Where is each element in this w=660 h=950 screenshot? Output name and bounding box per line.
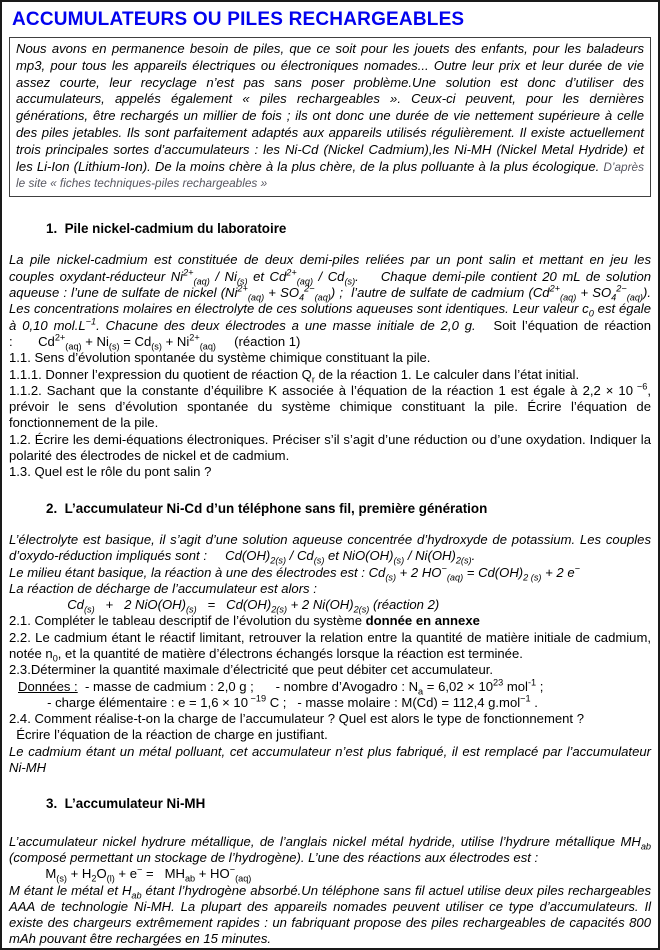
data-list: Données : - masse de cadmium : 2,0 g ; - nombre d’Avogadro : $N_a = 6,02 \times 10^{23}$ mol$^{-1}$ ; - charge élémentaire : e = 1,6 × 10 $^{-19}$ C ; - masse molaire : M(Cd) = 112,4 g.mol$^{-1}$ . — [18, 677, 544, 710]
document-body — [9, 221, 651, 948]
question-1-3: 1.3. Quel est le rôle du pont salin ? — [9, 464, 212, 480]
section-3-intro: L’accumulateur nickel hydrure métallique, de l’anglais nickel métal hydride, utilise l’hydrure métallique $MH_{ab}$ (composé permettant un stockage de l’hydrogène). L’une des réactions aux électrodes est : $M_{(s)} + H_2O_{(l)} + e^- = MH_{ab} + HO^-_{(aq)}$ M étant le métal et $H_{ab}$ étant l’hydrogène absorbé.Un téléphone sans fil actuel utilise deux piles rechargeables AAA de technologie Ni-MH. La plupart des appareils nomades peuvent utiliser ce type d’accumulateurs. Il existe des chargeurs extrêmement rapides : un fabriquant propose des piles rechargeables de capacités 800 mAh pouvant être rechargées en 15 minutes. — [9, 833, 651, 947]
question-1-1-2: 1.1.2. Sachant que la constante d’équilibre K associée à l’équation de la réaction 1 est égale à 2,2 × 10 $^{-6}$, prévoir le sens d’évolution spontanée du système chimique constituant la pile. Écrire l’équation de fonctionnement de la pile. — [9, 381, 651, 431]
section-2-outro: Le cadmium étant un métal polluant, cet accumulateur n’est plus fabriqué, il est remplacé par l’accumulateur Ni-MH — [9, 743, 651, 776]
section-2-heading: 2. L’accumulateur Ni-Cd d’un téléphone sans fil, première génération — [46, 500, 488, 516]
section-3-heading: 3. L’accumulateur Ni-MH — [46, 796, 206, 812]
question-1-1: 1.1. Sens d’évolution spontanée du système chimique constituant la pile. — [9, 350, 431, 366]
page-title: ACCUMULATEURS OU PILES RECHARGEABLES — [12, 9, 465, 30]
question-2-3: 2.3.Déterminer la quantité maximale d’électricité que peut débiter cet accumulateur. — [9, 662, 493, 678]
intro-text: Nous avons en permanence besoin de piles, que ce soit pour les jouets des enfants, pour les baladeurs mp3, pour tous les appareils électriques ou électroniques nomades... Outre leur prix et leur durée de vie assez courte, leur recyclage n’est pas sans poser problème.Une solution est donc d’utiliser des accumulateurs, appelés également « piles rechargeables ». Ceux-ci peuvent, pour les dernières générations, être rechargés un millier de fois ; ils ont donc une durée de vie nettement supérieure à celle des piles jetables. Ils sont parfaitement adaptés aux appareils utilisés régulièrement. Il existe actuellement trois principales sortes d’accumulateurs : les Ni-Cd (Nickel Cadmium),les Ni-MH (Nickel Metal Hydride) et les Li-Ion (Lithium-Ion). De la moins chère à la plus chère, de la plus polluante à la plus écologique. D’après le site « fiches techniques-piles rechargeables » — [16, 41, 644, 191]
section-2-intro: L’électrolyte est basique, il s’agit d’une solution aqueuse concentrée d’hydroxyde de potassium. Les couples d’oxydo-réduction impliqués sont : $Cd(OH)_{2(s)} / Cd_{(s)}$ et $NiO(OH)_{(s)} / Ni(OH)_{2(s)}$. Le milieu étant basique, la réaction à une des électrodes est : $Cd_{(s)} + 2$ $HO^-_{(aq)} = Cd(OH)_{2 (s)} + 2$ e− La réaction de décharge de l’accumulateur est alors : $Cd_{(s)} + 2$ $NiO(OH)_{(s)} = Cd(OH)_{2(s)} + 2$ $Ni(OH)_{2(s)}$ (réaction 2) — [9, 531, 651, 615]
question-2-2: 2.2. Le cadmium étant le réactif limitant, retrouver la relation entre la quantité de matière initiale de cadmium, notée $n_0$, et la quantité de matière d’électrons échangés lorsque la réaction est terminée. — [9, 629, 651, 664]
section-1-heading: 1. Pile nickel-cadmium du laboratoire — [46, 221, 287, 237]
question-2-1: 2.1. Compléter le tableau descriptif de l’évolution du système donnée en annexe — [9, 613, 480, 629]
question-2-4: 2.4. Comment réalise-t-on la charge de l’accumulateur ? Quel est alors le type de fonctionnement ? Écrire l’équation de la réaction de charge en justifiant. — [9, 711, 584, 743]
intro-box — [9, 37, 651, 197]
question-1-1-1: 1.1.1. Donner l’expression du quotient de réaction $Q_r$ de la réaction 1. Le calculer dans l’état initial. — [9, 366, 580, 385]
question-1-2: 1.2. Écrire les demi-équations électroniques. Préciser s’il s’agit d’une réduction ou d’une oxydation. Indiquer la polarité des électrodes de nickel et de cadmium. — [9, 431, 651, 464]
section-1-intro: La pile nickel-cadmium est constituée de deux demi-piles reliées par un pont salin et mettant en jeu les couples oxydant-réducteur $Ni^{2+}_{(aq)} / Ni_{(s)}$ et $Cd^{2+}_{(aq)} / Cd_{(s)}$. Chaque demi-pile contient 20 mL de solution aqueuse : l’une de sulfate de nickel $(Ni^{2+}_{(aq)} + SO_4^{2-}_{(aq)})$ ; l’autre de sulfate de cadmium $(Cd^{2+}_{(aq)} + SO_4^{2-}_{(aq)})$. Les concentrations molaires en électrolyte de ces solutions aqueuses sont identiques. Leur valeur $c_0$ est égale à 0,10 $mol.L^{-1}$. Chacune des deux électrodes a une masse initiale de 2,0 g. Soit l’équation de réaction : $Cd^{2+}_{(aq)} + Ni_{(s)} = Cd_{(s)} + Ni^{2+}_{(aq)}$ (réaction 1) — [9, 252, 652, 352]
